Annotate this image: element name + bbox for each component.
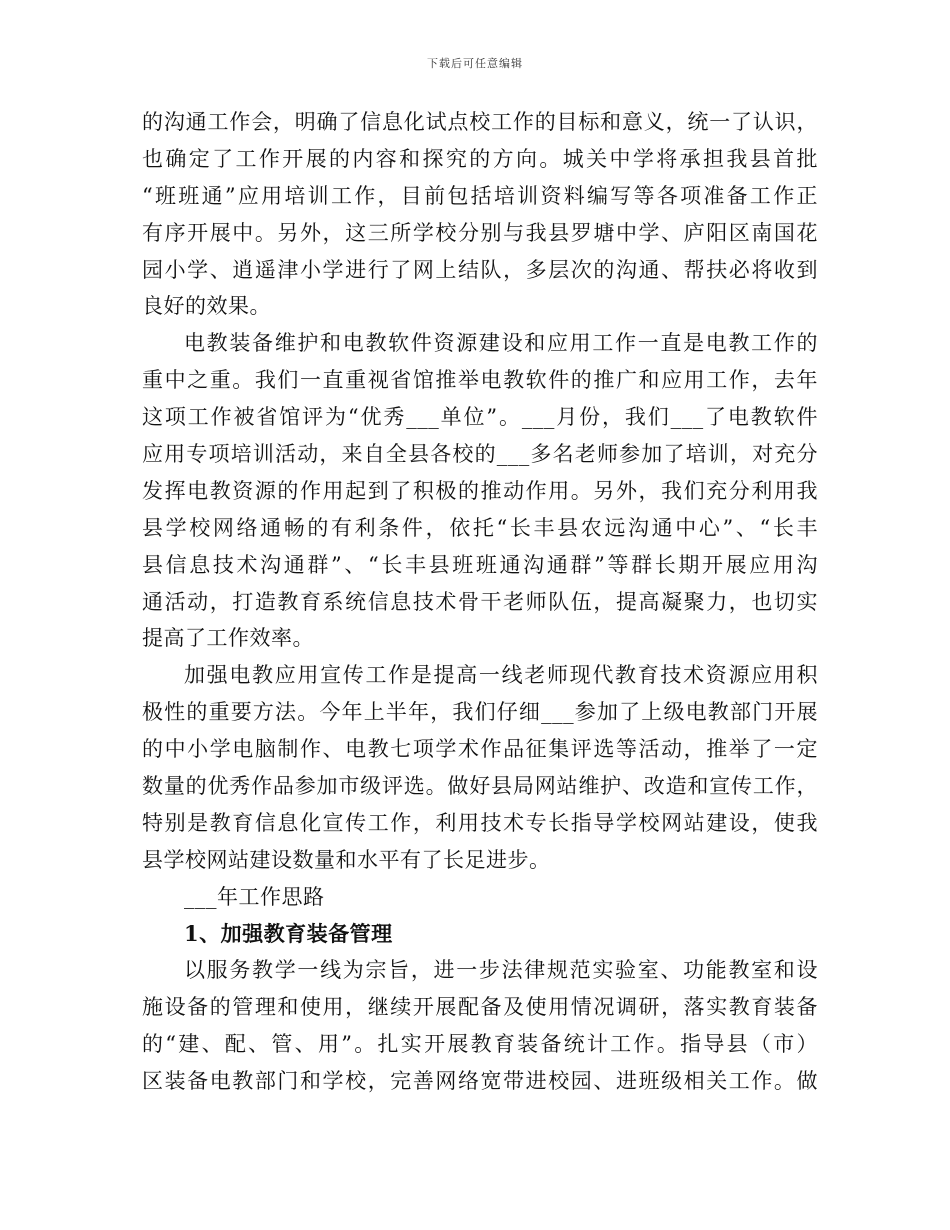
text-line: 也确定了工作开展的内容和探究的方向。城关中学将承担我县首批 <box>142 146 818 171</box>
text-line: 的中小学电脑制作、电教七项学术作品征集评选等活动，推举了一定 <box>142 737 818 762</box>
text-line: 有序开展中。另外，这三所学校分别与我县罗塘中学、庐阳区南国花 <box>142 220 818 245</box>
text-line: 极性的重要方法。今年上半年，我们仔细___参加了上级电教部门开展 <box>142 700 818 725</box>
text-line: 区装备电教部门和学校，完善网络宽带进校园、进班级相关工作。做 <box>142 1069 818 1094</box>
text-line: 数量的优秀作品参加市级评选。做好县局网站维护、改造和宣传工作， <box>142 774 818 799</box>
text-line: 特别是教育信息化宣传工作，利用技术专长指导学校网站建设，使我 <box>142 810 818 835</box>
text-line: 应用专项培训活动，来自全县各校的___多名老师参加了培训，对充分 <box>142 442 818 467</box>
text-line: 园小学、逍遥津小学进行了网上结队，多层次的沟通、帮扶必将收到 <box>142 257 818 282</box>
text-line: 重中之重。我们一直重视省馆推举电教软件的推广和应用工作，去年 <box>142 368 818 393</box>
text-line: 加强电教应用宣传工作是提高一线老师现代教育技术资源应用积 <box>184 663 818 688</box>
text-line: 提高了工作效率。 <box>142 626 314 651</box>
text-line: 发挥电教资源的作用起到了积极的推动作用。另外，我们充分利用我 <box>142 478 818 503</box>
page-header: 下载后可任意编辑 <box>427 57 523 70</box>
text-line: 县信息技术沟通群”、“长丰县班班通沟通群”等群长期开展应用沟 <box>142 552 818 577</box>
text-line: “班班通”应用培训工作，目前包括培训资料编写等各项准备工作正 <box>142 183 818 208</box>
document-body <box>142 104 818 1100</box>
text-line: 施设备的管理和使用，继续开展配备及使用情况调研，落实教育装备 <box>142 995 818 1020</box>
text-line: 县学校网络通畅的有利条件，依托“长丰县农远沟通中心”、“长丰 <box>142 515 818 540</box>
text-line: 这项工作被省馆评为“优秀___单位”。___月份，我们___了电教软件 <box>142 405 818 430</box>
text-line: 以服务教学一线为宗旨，进一步法律规范实验室、功能教室和设 <box>184 958 818 983</box>
text-line: 良好的效果。 <box>142 294 271 319</box>
text-line: 的“建、配、管、用”。扎实开展教育装备统计工作。指导县（市） <box>142 1032 818 1057</box>
section-intro: ___年工作思路 <box>184 884 325 909</box>
text-line: 的沟通工作会，明确了信息化试点校工作的目标和意义，统一了认识， <box>142 110 818 134</box>
text-line: 电教装备维护和电教软件资源建设和应用工作一直是电教工作的 <box>184 331 818 356</box>
text-line: 通活动，打造教育系统信息技术骨干老师队伍，提高凝聚力，也切实 <box>142 589 818 614</box>
section-heading: 1、加强教育装备管理 <box>184 920 393 946</box>
text-line: 县学校网站建设数量和水平有了长足进步。 <box>142 847 551 872</box>
